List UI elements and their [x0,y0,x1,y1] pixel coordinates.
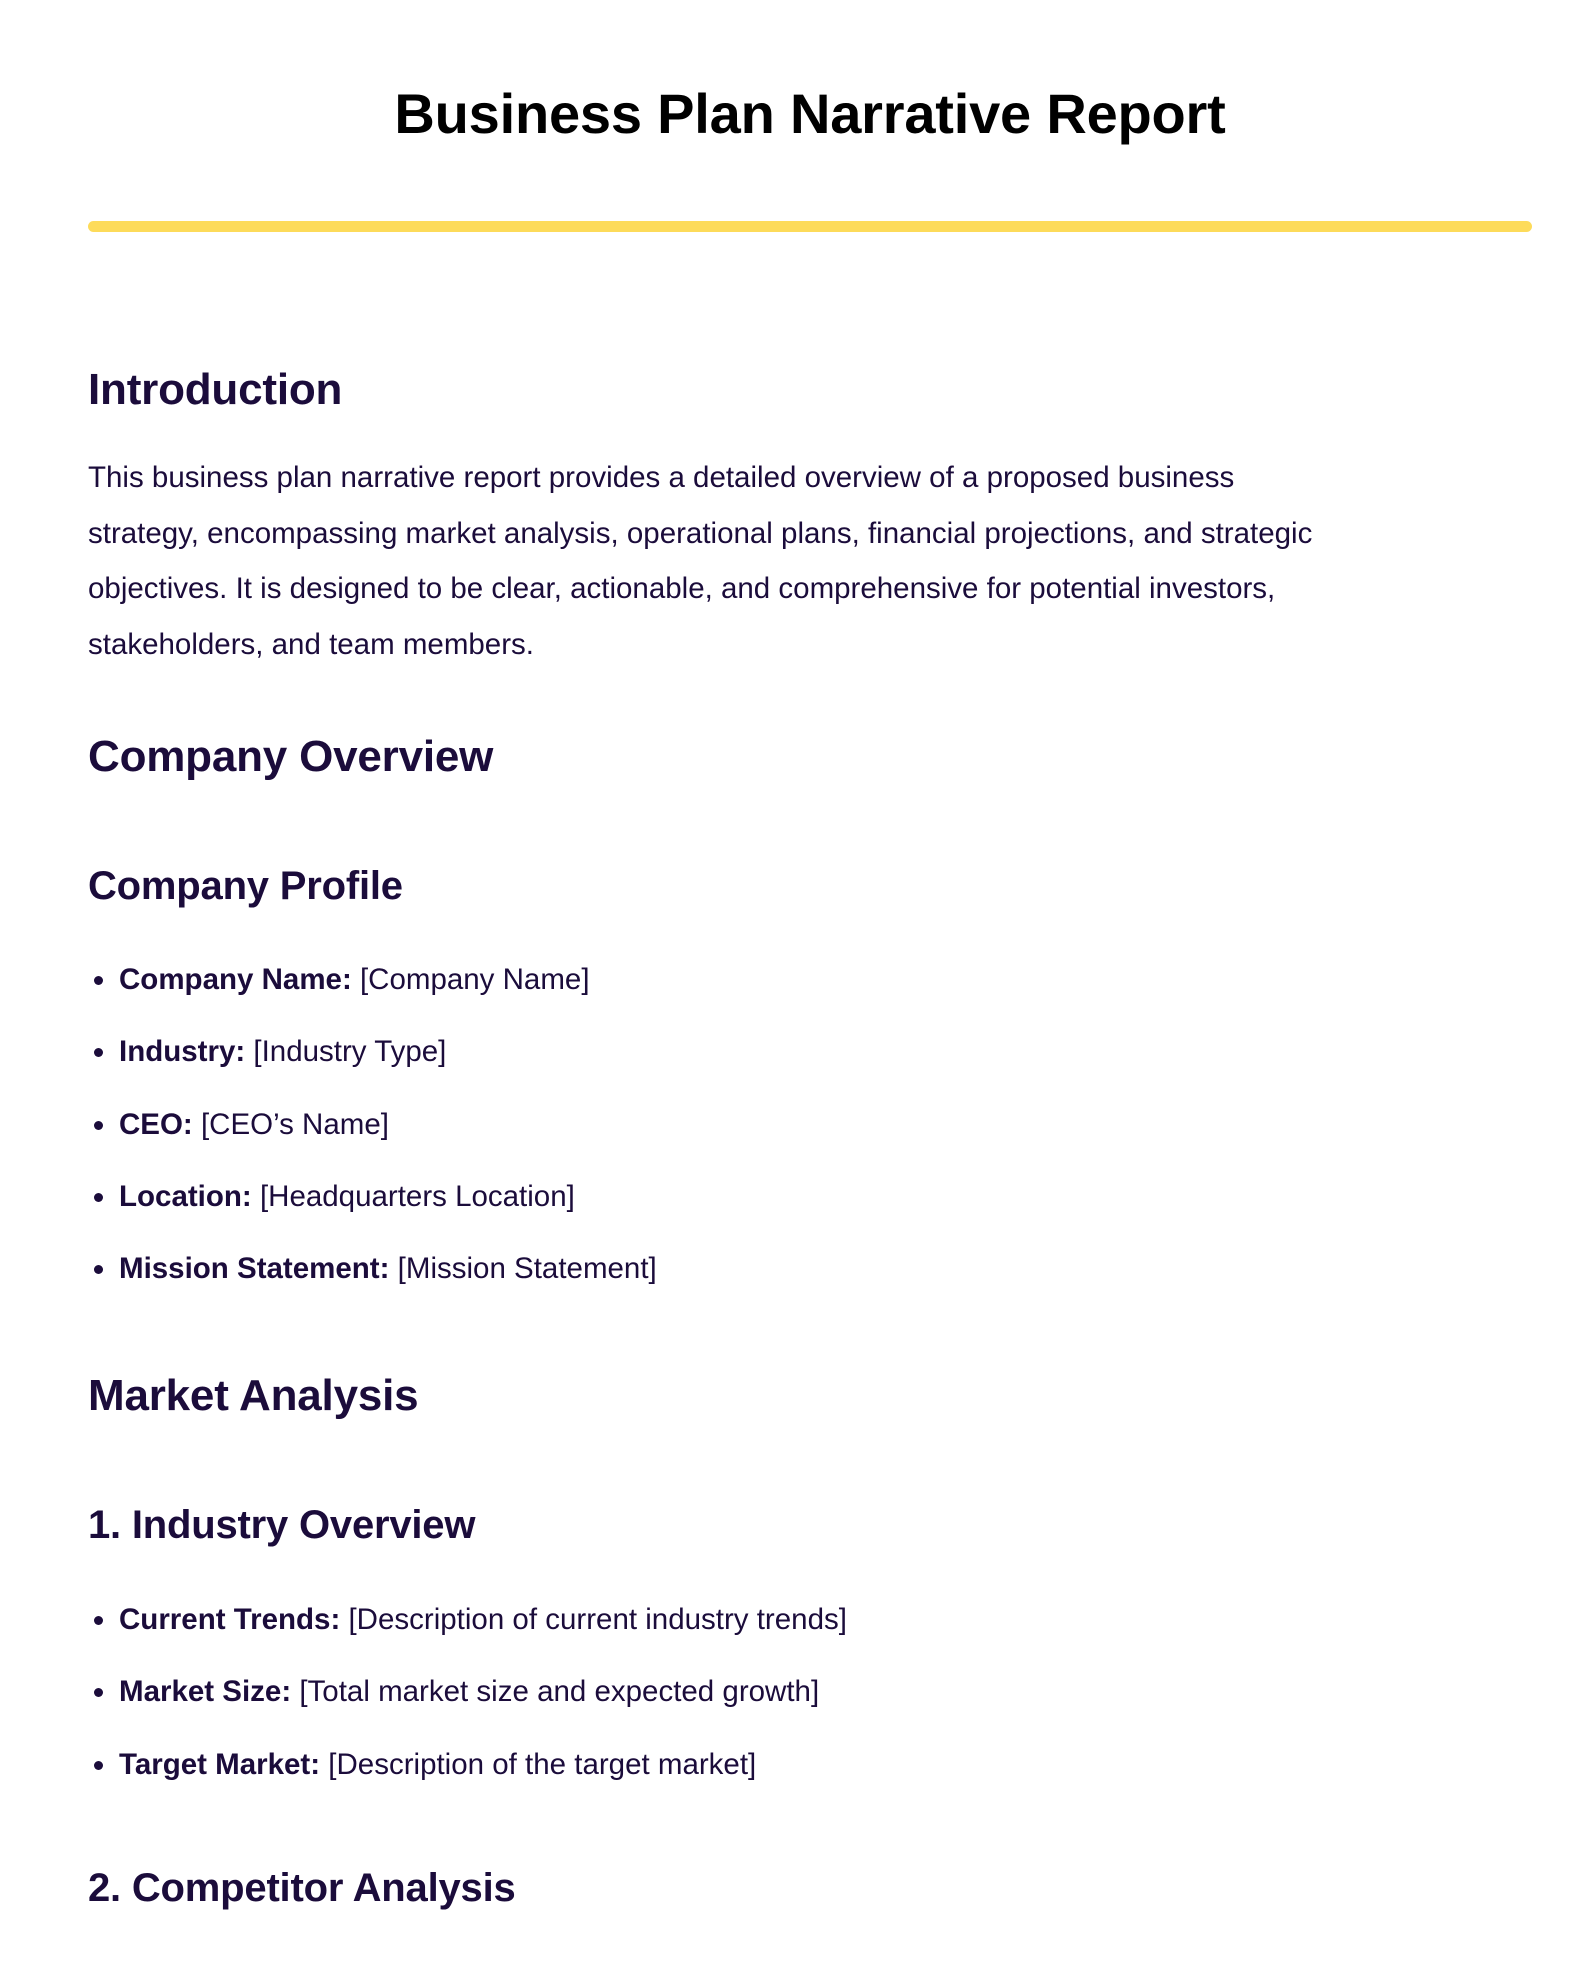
item-value: [Description of the target market] [328,1747,757,1781]
item-value: [Company Name] [359,963,590,996]
bullet-icon [94,1121,103,1130]
subsection-heading-competitor-analysis: 2. Competitor Analysis [88,1866,516,1910]
item-value: [Mission Statement] [397,1252,657,1286]
list-item [88,1672,847,1744]
bullet-icon [94,976,103,985]
list-item [88,1600,847,1672]
bullet-icon [94,1616,103,1625]
item-label: Current Trends: [119,1603,341,1636]
list-item [88,1177,657,1249]
company-profile-list [88,960,657,1321]
item-label: Company Name: [119,963,352,996]
bullet-icon [94,1193,103,1202]
bullet-icon [94,1265,103,1274]
item-value: [Description of current industry trends] [348,1603,847,1636]
document-title: Business Plan Narrative Report [394,82,1226,145]
list-item [88,1032,657,1104]
item-value: [Total market size and expected growth] [299,1675,820,1709]
item-value: [Industry Type] [253,1035,447,1069]
introduction-paragraph [88,450,1532,672]
paragraph-line: This business plan narrative report provides a detailed overview of a proposed business [88,461,1235,494]
item-label: Target Market: [119,1747,321,1781]
section-heading-company-overview: Company Overview [88,732,494,781]
bullet-icon [94,1761,103,1770]
industry-overview-list [88,1600,847,1817]
bullet-icon [94,1048,103,1057]
item-label: Market Size: [119,1675,292,1709]
item-value: [Headquarters Location] [259,1179,575,1213]
item-label: CEO: [119,1107,193,1141]
list-item [88,1105,657,1177]
subsection-heading-company-profile: Company Profile [88,864,403,908]
paragraph-line: stakeholders, and team members. [88,627,534,661]
item-value: [CEO’s Name] [200,1107,389,1141]
item-label: Location: [119,1179,252,1213]
item-label: Industry: [119,1035,246,1069]
item-label: Mission Statement: [119,1252,390,1286]
list-item [88,960,657,1032]
paragraph-line: strategy, encompassing market analysis, operational plans, financial projections, and strategic [88,516,1313,550]
section-heading-market-analysis: Market Analysis [88,1371,419,1420]
list-item [88,1249,657,1321]
list-item [88,1745,847,1817]
section-heading-introduction: Introduction [88,365,343,414]
paragraph-line: objectives. It is designed to be clear, actionable, and comprehensive for potential investors, [88,572,1276,606]
title-divider [88,221,1532,232]
subsection-heading-industry-overview: 1. Industry Overview [88,1503,476,1547]
bullet-icon [94,1688,103,1697]
